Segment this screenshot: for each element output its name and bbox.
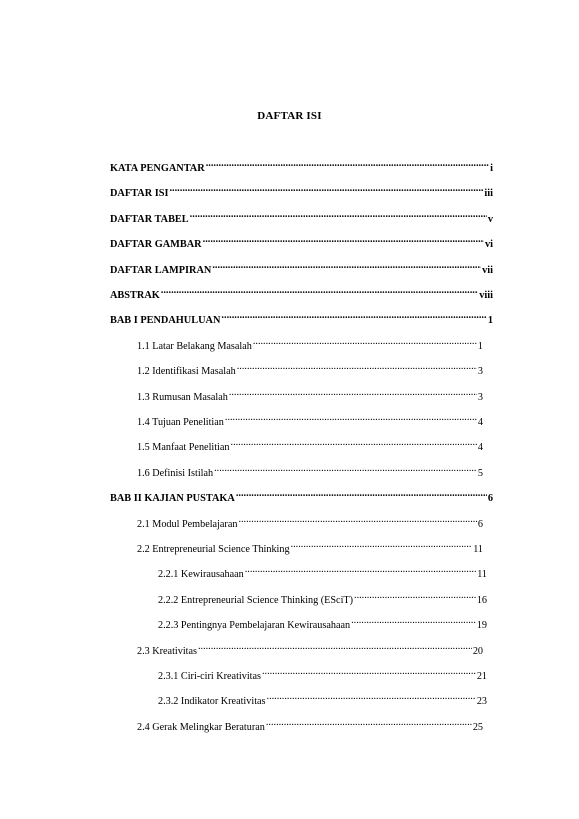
dot-leader <box>229 386 477 400</box>
toc-entry-label: ABSTRAK <box>110 290 160 301</box>
toc-entry-label: 1.3 Rumusan Masalah <box>137 391 228 403</box>
toc-chapter-entry <box>110 157 493 176</box>
toc-chapter-entry <box>110 233 493 252</box>
dot-leader <box>231 436 477 450</box>
toc-entry-label: KATA PENGANTAR <box>110 163 205 174</box>
toc-entry-page-number: 4 <box>477 417 483 428</box>
toc-entry-page-number: 6 <box>487 493 493 505</box>
toc-chapter-entry <box>110 259 493 278</box>
toc-entry-page-number: 25 <box>472 721 483 733</box>
toc-section-entry <box>137 462 483 481</box>
toc-entry-page-number: 5 <box>477 467 483 479</box>
toc-section-entry <box>137 335 483 354</box>
toc-entry-page-number: 11 <box>477 569 487 581</box>
dot-leader <box>267 690 476 704</box>
toc-entry-page-number: 3 <box>477 391 483 403</box>
toc-entry-page-number: vi <box>484 239 493 251</box>
dot-leader <box>238 513 476 527</box>
dot-leader <box>236 487 487 501</box>
toc-entry-label: 2.2.2 Entrepreneurial Science Thinking (ESciT) <box>158 594 354 606</box>
dot-leader <box>169 182 483 196</box>
toc-section-entry <box>158 589 487 608</box>
dot-leader <box>266 716 472 730</box>
toc-entry-label: 2.2 Entrepreneurial Science Thinking <box>137 544 290 555</box>
toc-entry-page-number: viii <box>479 290 493 301</box>
toc-entry-label: DAFTAR ISI <box>110 188 169 200</box>
toc-section-entry <box>137 538 483 557</box>
toc-entry-label: 1.2 Identifikasi Masalah <box>137 366 236 378</box>
toc-entry-page-number: 20 <box>472 645 483 657</box>
toc-entry-page-number: v <box>487 213 493 225</box>
toc-chapter-entry <box>110 487 493 506</box>
dot-leader <box>221 309 486 323</box>
dot-leader <box>161 284 478 298</box>
toc-entry-label: DAFTAR LAMPIRAN <box>110 264 212 276</box>
toc-section-entry <box>137 716 483 735</box>
dot-leader <box>203 233 484 247</box>
toc-entry-label: DAFTAR TABEL <box>110 213 189 225</box>
toc-chapter-entry <box>110 182 493 201</box>
toc-entry-page-number: 21 <box>476 671 487 682</box>
toc-entry-page-number: 4 <box>477 442 483 454</box>
toc-entry-label: 1.1 Latar Belakang Masalah <box>137 340 252 352</box>
toc-section-entry <box>137 436 483 455</box>
toc-entry-label: BAB II KAJIAN PUSTAKA <box>110 493 235 505</box>
dot-leader <box>198 640 472 654</box>
toc-entry-page-number: 3 <box>477 366 483 378</box>
toc-entry-label: 2.2.3 Pentingnya Pembelajaran Kewirausahaan <box>158 620 351 632</box>
toc-entry-page-number: vii <box>482 264 493 276</box>
toc-entry-label: 1.4 Tujuan Penelitian <box>137 417 224 428</box>
dot-leader <box>206 157 489 171</box>
toc-entry-page-number: 11 <box>473 544 483 555</box>
dot-leader <box>245 563 476 577</box>
toc-entry-label: DAFTAR GAMBAR <box>110 239 202 251</box>
toc-entry-page-number: 6 <box>477 518 483 530</box>
toc-section-entry <box>137 411 483 430</box>
toc-entry-label: 2.2.1 Kewirausahaan <box>158 569 244 581</box>
toc-entry-label: 2.3.2 Indikator Kreativitas <box>158 696 266 708</box>
dot-leader <box>354 589 476 603</box>
toc-entry-page-number: 23 <box>476 696 487 708</box>
toc-section-entry <box>137 386 483 405</box>
toc-section-entry <box>158 690 487 709</box>
toc-section-entry <box>158 614 487 633</box>
toc-entry-label: 2.1 Modul Pembelajaran <box>137 518 238 530</box>
toc-entry-page-number: 1 <box>477 340 483 352</box>
dot-leader <box>351 614 476 628</box>
dot-leader <box>225 411 477 425</box>
toc-entry-page-number: 19 <box>476 620 487 632</box>
toc-entry-label: 1.5 Manfaat Penelitian <box>137 442 230 454</box>
toc-section-entry <box>137 640 483 659</box>
dot-leader <box>212 259 481 273</box>
toc-entry-label: BAB I PENDAHULUAN <box>110 315 221 327</box>
toc-entry-page-number: 1 <box>487 315 493 327</box>
toc-entry-label: 2.4 Gerak Melingkar Beraturan <box>137 721 265 733</box>
toc-entry-page-number: 16 <box>476 594 487 606</box>
toc-section-entry <box>137 360 483 379</box>
dot-leader <box>214 462 477 476</box>
dot-leader <box>291 538 473 552</box>
toc-chapter-entry <box>110 284 493 303</box>
toc-entry-page-number: i <box>490 163 493 174</box>
dot-leader <box>262 665 476 679</box>
toc-entry-label: 1.6 Definisi Istilah <box>137 467 214 479</box>
toc-entry-label: 2.3 Kreativitas <box>137 645 197 657</box>
dot-leader <box>237 360 477 374</box>
page-title: DAFTAR ISI <box>257 110 322 122</box>
dot-leader <box>253 335 477 349</box>
dot-leader <box>190 208 487 222</box>
toc-entry-page-number: iii <box>484 188 493 200</box>
toc-section-entry <box>158 563 487 582</box>
toc-chapter-entry <box>110 208 493 227</box>
toc-section-entry <box>158 665 487 684</box>
toc-entry-label: 2.3.1 Ciri-ciri Kreativitas <box>158 671 261 682</box>
toc-section-entry <box>137 513 483 532</box>
toc-chapter-entry <box>110 309 493 328</box>
